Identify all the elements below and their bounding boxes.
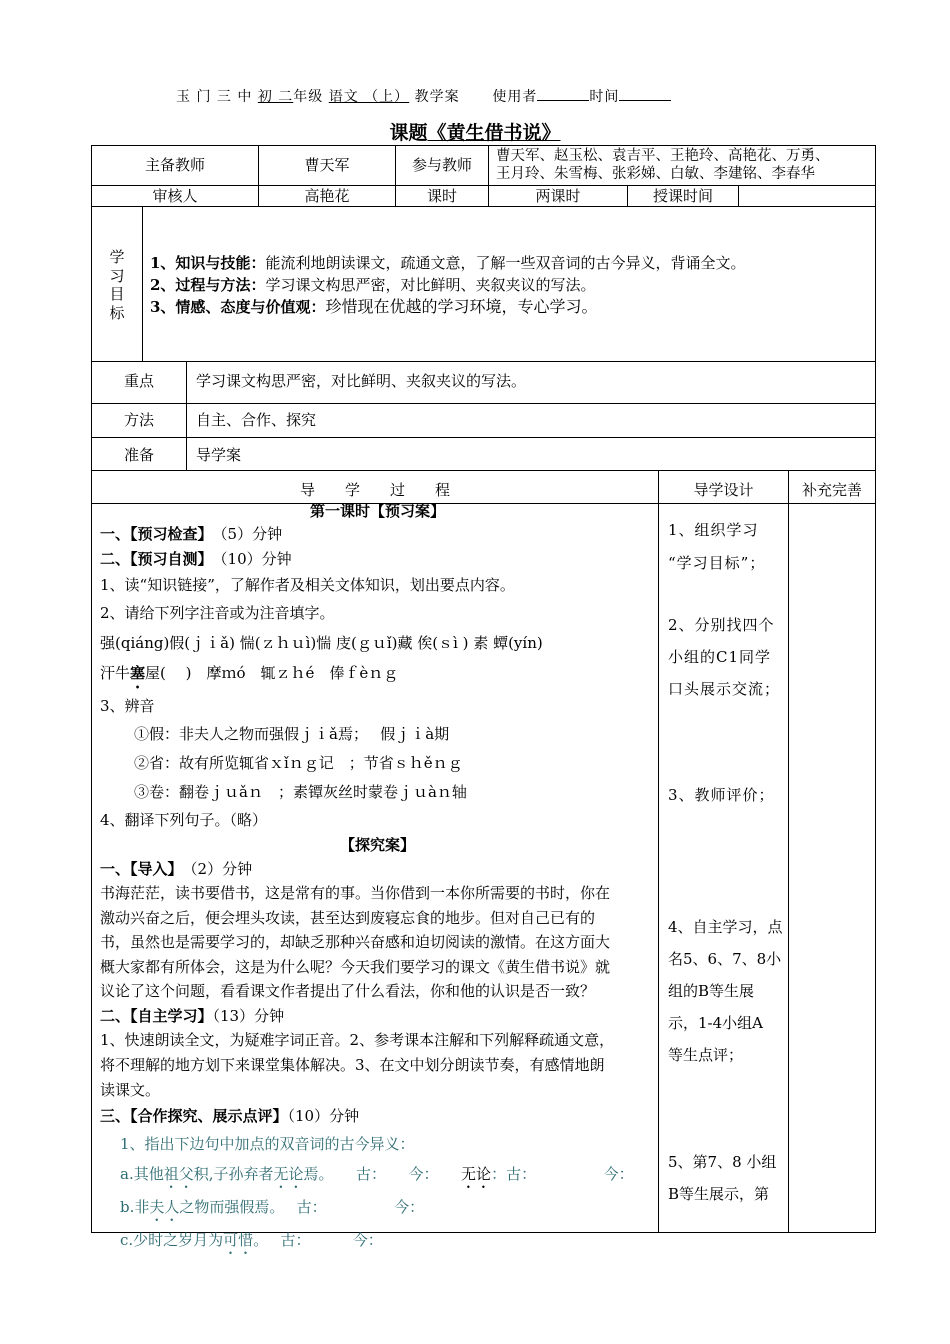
col-line [186,361,187,471]
participants-line2: 王月玲、朱雪梅、张彩娣、白敏、李建铭、李春华 [496,166,815,182]
period: 两课时 [535,187,581,205]
pinyin-line2: 汗牛塞屋( ) 摩ｍó 辄ｚｈé 俸ｆèｎｇ [100,664,399,682]
objective-knowledge: 1、知识与技能：能流利地朗读课文，疏通文意，了解一些双音词的古今异义，背诵全文。 [150,254,746,272]
teach-time-label: 授课时间 [652,187,713,205]
design-step-5: 5、第7、8 小组 B等生展示，第 [668,1153,777,1203]
row-line [91,361,876,362]
s1-item2: 二、【预习自测】 （10）分钟 [100,550,292,568]
time-blank [619,88,671,101]
focus-label: 重点 [123,372,154,390]
objective-emotion: 3、情感、态度与价值观：珍惜现在优越的学习环境，专心学习。 [150,297,598,316]
translate-task: 4、翻译下列句子。（略） [100,811,268,829]
prep-text: 导学案 [196,446,242,464]
col-header-supplement: 补充完善 [801,481,862,499]
col-line [658,470,659,1233]
user-blank [537,88,589,101]
intro-paragraph: 书海茫茫，读书要借书，这是常有的事。当你借到一本你所需要的书时，你在 激动兴奋之后，便会埋头攻读，甚至达到废寝忘食的地步。但对自己已有的 书，虽然也是需要学习的，却缺乏那种兴奋感和迫切阅读的激情。在这方面大 概大家都有所体会，这是为什么呢？今天我们要学习的课文《黄生借书说》就 议论了这个问题，看看课文作者提出了什么看法，你和他的认识是否一致？ [100,884,611,1000]
exercise-b: b.非夫人之物而强假焉。 古： 今： [120,1197,425,1216]
exercise-c: c.少时之岁月为可惜。 古： 今： [120,1230,383,1249]
design-step-1: 1、组织学习 “学习目标”； [668,521,766,572]
col-line [142,206,143,362]
self-study-paragraph: 1、快速朗读全文，为疑难字词正音。2、参考课本注解和下列解释疏通文意， 将不理解的地方划下来课堂集体解决。3、在文中划分朗读节奏，有感情地朗 读课文。 [100,1030,615,1099]
row-line [91,470,876,471]
participants [496,147,876,183]
s1-item1: 一、【预习检查】 （5）分钟 [100,525,283,543]
objectives-label: 学 习 目 标 [109,248,125,322]
row-line [91,185,876,186]
distinguish-title: 3、辨音 [100,697,155,715]
row-line [91,206,876,207]
grade: 初 二 [257,89,294,105]
table-border-left [91,145,92,1233]
design-step-2: 2、分别找四个 小组的C1同学 口头展示交流； [668,616,781,698]
design-step-4: 4、自主学习，点 名5、6、7、8小 组的B等生展 示，1-4小组A 等生点评； [668,918,783,1064]
section1-title: 第一课时【预习案】 [309,502,445,520]
exercise-a: a.其他祖父积,子孙弃者无论焉。 古： 今： 无论：古： 今： [120,1164,634,1183]
method-text: 自主、合作、探究 [196,411,317,429]
subject: 语文 （上） [328,89,410,105]
col-line [738,185,739,207]
title-name: 《黄生借书说》 [427,122,561,144]
participants-line1: 曹天军、赵玉松、袁吉平、王艳玲、高艳花、万勇、 [496,148,830,164]
table-border-right [875,145,876,1233]
distinguish-3: ③卷：翻卷ｊｕǎｎ ；素镡灰丝时蒙卷ｊｕàｎ轴 [134,783,467,801]
row-line [91,403,876,404]
col-header-design: 导学设计 [693,481,754,499]
school-name: 玉 门 三 中 [176,89,253,105]
distinguish-1: ①假：非夫人之物而强假ｊｉǎ焉； 假ｊｉà期 [134,725,450,743]
col-line [788,470,789,1233]
doc-header [176,86,671,106]
lesson-title [0,118,950,145]
objective-process: 2、过程与方法：学习课文构思严密，对比鲜明、夹叙夹议的写法。 [150,276,596,294]
s2-item3: 三、【合作探究、展示点评】（10）分钟 [100,1106,360,1125]
time-label: 时间 [589,89,620,105]
lead-teacher: 曹天军 [304,156,350,174]
row-line [91,437,876,438]
reviewer-label: 审核人 [152,187,198,205]
title-prefix: 课题 [389,122,428,144]
section2-title: 【探究案】 [339,836,415,854]
pinyin-line1: 强(qiáng)假(ｊｉǎ) 惴(ｚｈｕì)惴 庋(ｇｕǐ)藏 俟(ｓì ) 素 蟫(yín) [100,634,543,652]
read-task: 1、读“知识链接”，了解作者及相关文体知识，划出要点内容。 [100,576,515,594]
s2-item1: 一、【导入】 （2）分钟 [100,860,253,878]
col-header-process: 导 学 过 程 [299,481,450,499]
exercise-title: 1、指出下边句中加点的双音词的古今异义： [120,1134,415,1153]
process-content [100,500,655,1258]
pinyin-question: 2、请给下列字注音或为注音填字。 [100,604,335,622]
participants-label: 参与教师 [411,156,472,174]
grade-suffix: 年级 [293,89,324,105]
lead-teacher-label: 主备教师 [144,156,205,174]
objectives-list [150,252,870,318]
prep-label: 准备 [123,446,154,464]
s2-item2: 二、【自主学习】（13）分钟 [100,1006,285,1025]
table-border-top [91,145,876,146]
distinguish-2: ②省：故有所览辄省ｘǐｎｇ记 ；节省ｓｈěｎｇ [134,754,463,772]
method-label: 方法 [123,411,154,429]
reviewer: 高艳花 [304,187,350,205]
design-step-3: 3、教师评价； [668,786,775,804]
focus-text: 学习课文构思严密，对比鲜明、夹叙夹议的写法。 [196,372,527,390]
user-label: 使用者 [492,89,538,105]
doc-type: 教学案 [414,89,460,105]
period-label: 课时 [426,187,457,205]
